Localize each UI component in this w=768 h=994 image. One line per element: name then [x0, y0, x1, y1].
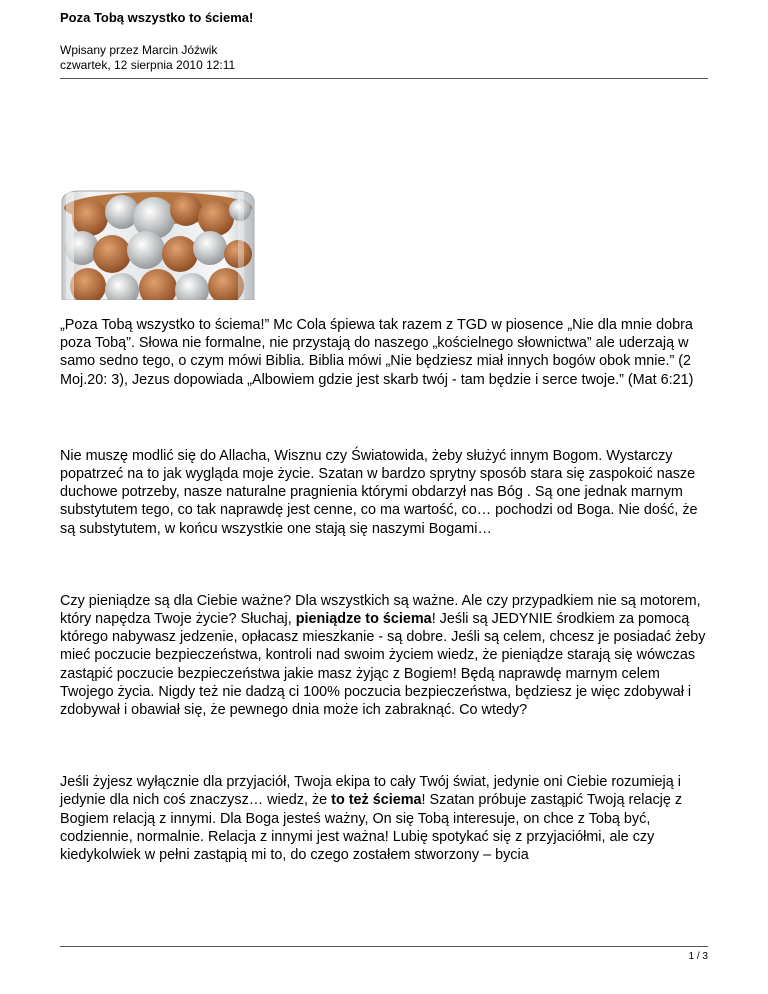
article-title: Poza Tobą wszystko to ściema! — [60, 10, 254, 25]
paragraph-3-text: Czy pieniądze są dla Ciebie ważne? Dla wszystkich są ważne. Ale czy przypadkiem nie są motorem, który napędza Twoje życie? Słuchaj, — [60, 592, 701, 628]
paragraph-3 — [60, 592, 708, 719]
paragraph-4-emphasis: to też ściema — [331, 792, 422, 809]
page-number: 1 / 3 — [688, 951, 708, 962]
paragraph-2: Nie muszę modlić się do Allacha, Wisznu czy Światowida, żeby służyć innym Bogom. Wystarczy popatrzeć na to jak wygląda moje życie. Szatan w bardzo sprytny sposób stara się zaspokoić nasze duchowe potrzeby, nasze naturalne pragnienia którymi obdarzył nas Bóg . Są one jednak marnym substytutem tego, co tak naprawdę jest cenne, co ma wartość, co… pochodzi od Boga. Nie dość, że są substytutem, w końcu wszystkie one stają się naszymi Bogami… — [60, 447, 698, 537]
article-body — [60, 316, 708, 918]
paragraph-4-text-end: ! Szatan próbuje zastąpić Twoją relację z Bogiem relacją z innymi. Dla Boga jesteś ważny, On się Tobą interesuje, on chce z Tobą być, codziennie, normalnie. Relacja z innymi jest ważna! Lubię spotykać się z przyjaciółmi, ale czy kiedykolwiek w pełni zastąpią mi to, do czego zostałem stworzony – bycia — [60, 792, 683, 864]
date-line: czwartek, 12 sierpnia 2010 12:11 — [60, 58, 236, 72]
header-divider — [60, 78, 708, 79]
article-header — [60, 10, 708, 73]
paragraph-4-text: Jeśli żyjesz wyłącznie dla przyjaciół, Twoja ekipa to cały Twój świat, jedynie oni Ciebie rozumieją i jedynie dla nich coś znaczysz… wiedz, że — [60, 774, 681, 809]
footer-divider — [60, 946, 708, 947]
author-line: Wpisany przez Marcin Jóźwik — [60, 43, 218, 57]
article-meta — [60, 43, 708, 73]
coin-jar-image — [60, 188, 260, 300]
paragraph-4 — [60, 773, 708, 864]
paragraph-3-emphasis: pieniądze to ściema — [295, 611, 432, 628]
paragraph-3-text-end: ! Jeśli są JEDYNIE środkiem za pomocą którego nabywasz jedzenie, opłacasz mieszkanie - są dobre. Jeśli są celem, chcesz je posiadać żeby mieć poczucie bezpieczeństwa, kontroli nad swoim życiem wiedz, że pieniądze starają się wówczas zastąpić poczucie bezpieczeństwa jakie masz żyjąc z Bogiem! Będą naprawdę marnym celem Twojego życia. Nigdy też nie dadzą ci 100% poczucia bezpieczeństwa, będziesz je więc zdobywał i zdobywał i obawiał się, że pewnego dnia może ich zabraknąć. Co wtedy? — [60, 611, 706, 719]
paragraph-1: „Poza Tobą wszystko to ściema!” Mc Cola śpiewa tak razem z TGD w piosence „Nie dla mnie dobra poza Tobą”. Słowa nie formalne, nie przystają do naszego „kościelnego słownictwa” ale uderzają w samo sedno tego, o czym mówi Biblia. Biblia mówi „Nie będziesz miał innych bogów obok mnie.” (2 Moj.20: 3), Jezus dopowiada „Albowiem gdzie jest skarb twój - tam będzie i serce twoje.” (Mat 6:21) — [60, 317, 694, 388]
